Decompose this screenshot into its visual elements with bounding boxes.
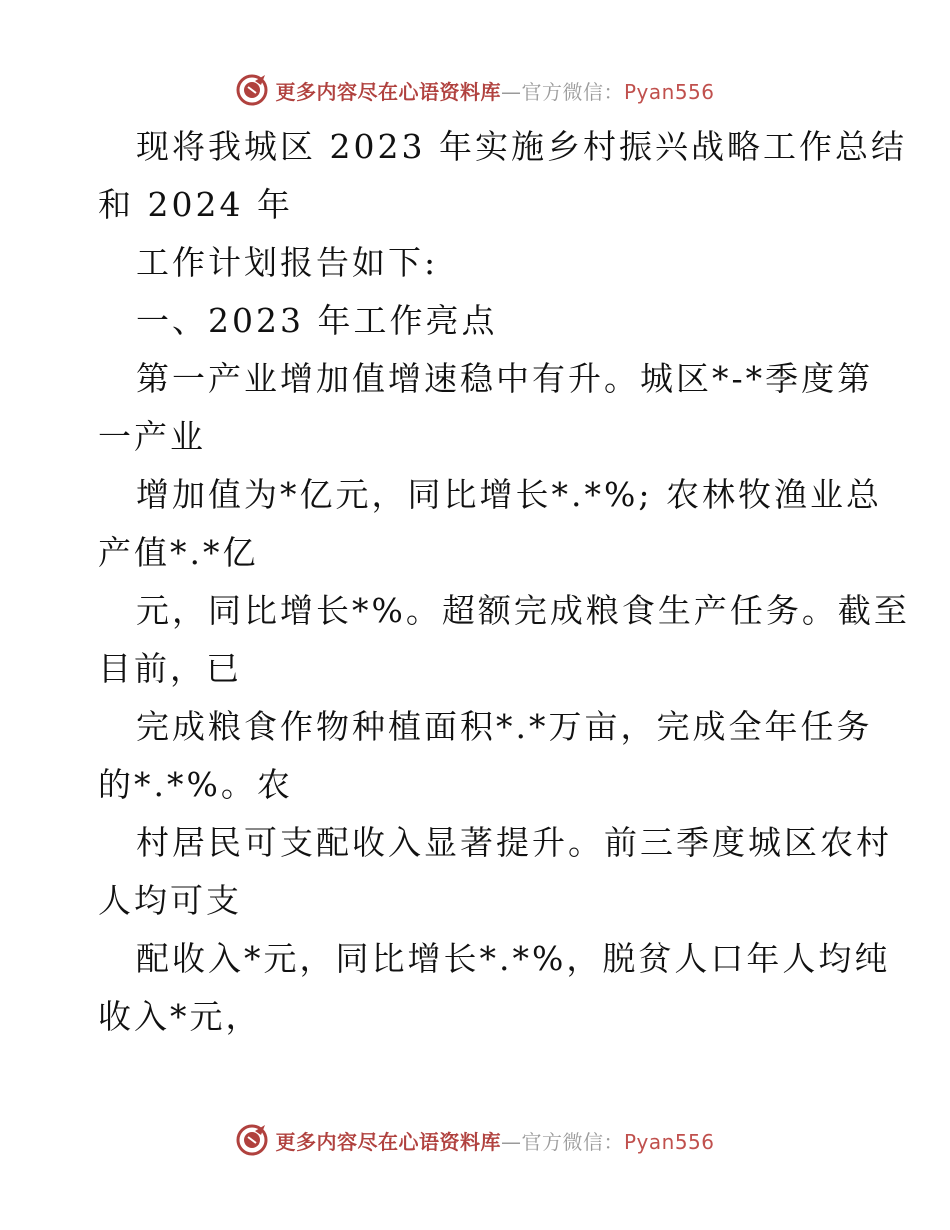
watermark-handle: Pyan556 [623,79,715,104]
paragraph-line: 第一产业增加值增速稳中有升。城区*-*季度第 [136,359,874,398]
paragraph-line: 一、2023 年工作亮点 [136,301,498,340]
header-watermark [0,70,950,110]
seal-pen-icon [235,73,269,107]
watermark-text [275,76,714,105]
watermark-site-text: 更多内容尽在心语资料库 [275,79,501,104]
paragraph-line: 完成粮食作物种植面积*.*万亩，完成全年任务 [136,707,873,746]
paragraph-line: 目前，已 [98,649,242,688]
watermark-wechat-label: —官方微信： [500,79,624,104]
paragraph-line: 的*.*%。农 [98,765,293,804]
watermark-text [275,1126,714,1155]
paragraph-line: 元，同比增长*%。超额完成粮食生产任务。截至 [136,591,910,630]
watermark-site-text: 更多内容尽在心语资料库 [275,1129,501,1154]
paragraph-line: 和 2024 年 [98,185,293,224]
paragraph-line: 产值*.*亿 [98,533,259,572]
document-body [98,118,910,1046]
paragraph-line: 工作计划报告如下: [136,243,439,282]
footer-watermark [0,1120,950,1160]
paragraph-line: 一产业 [98,417,206,456]
paragraph-line: 村居民可支配收入显著提升。前三季度城区农村 [136,823,892,862]
paragraph-line: 增加值为*亿元，同比增长*.*%; 农林牧渔业总 [136,475,882,514]
paragraph-line: 收入*元， [98,997,262,1036]
paragraph-line: 人均可支 [98,881,242,920]
seal-pen-icon [235,1123,269,1157]
paragraph-line: 现将我城区 2023 年实施乡村振兴战略工作总结 [136,127,907,166]
watermark-handle: Pyan556 [623,1129,715,1154]
watermark-wechat-label: —官方微信： [500,1129,624,1154]
paragraph-line: 配收入*元，同比增长*.*%，脱贫人口年人均纯 [136,939,891,978]
